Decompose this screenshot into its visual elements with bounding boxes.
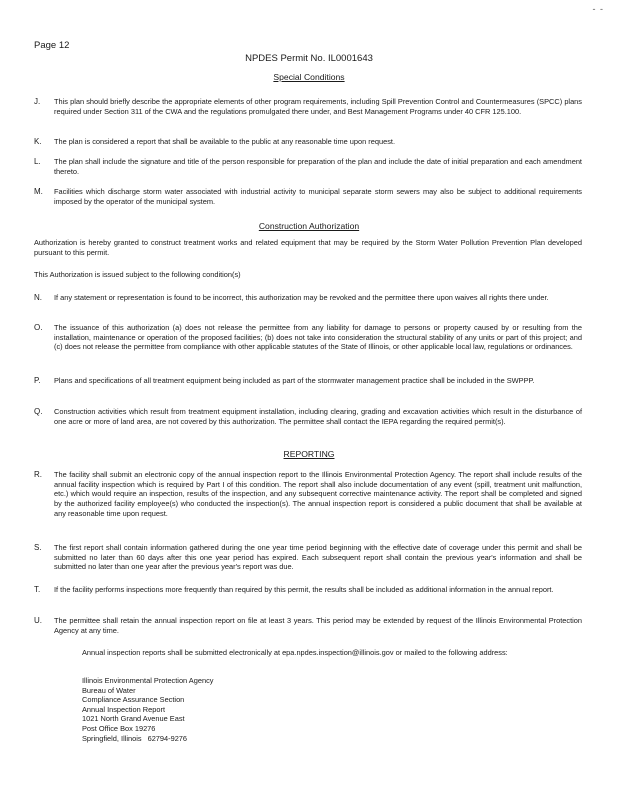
condition-k — [34, 137, 582, 147]
condition-text: The permittee shall retain the annual inspection report on file at least 3 years. This period may be extended by request of the Illinois Environmental Protection Agency at any time. — [54, 616, 582, 635]
address-line: Bureau of Water — [82, 685, 136, 695]
authorization-paragraph: Authorization is hereby granted to construct treatment works and related equipment that may be required by the Storm Water Pollution Prevention Plan developed pursuant to this permit. — [34, 238, 582, 257]
condition-l — [34, 157, 582, 176]
condition-text: The plan shall include the signature and title of the person responsible for preparation of the plan and include the date of initial preparation and each amendment thereto. — [54, 157, 582, 176]
address-line: Post Office Box 19276 — [82, 723, 156, 733]
condition-letter: S. — [34, 543, 42, 552]
condition-text: The first report shall contain information gathered during the one year time period beginning with the effective date of coverage under this permit and shall be submitted no later than 60 days after this one year period has expired. Each subsequent report shall contain the previous year's information and shall be submitted no later than one year after the previous year's report was due. — [54, 543, 582, 572]
condition-text: Facilities which discharge storm water associated with industrial activity to municipal separate storm sewers may also be subject to additional requirements imposed by the operator of the municipal system. — [54, 187, 582, 206]
condition-letter: Q. — [34, 407, 43, 416]
condition-letter: T. — [34, 585, 41, 594]
address-zip: 62794-9276 — [147, 733, 188, 743]
condition-letter: M. — [34, 187, 43, 196]
mailing-address — [82, 676, 213, 743]
condition-n — [34, 293, 582, 303]
condition-s — [34, 543, 582, 572]
condition-text: This plan should briefly describe the appropriate elements of other program requirements, including Spill Prevention Control and Countermeasures (SPCC) plans required under Section 311 of the CWA and the regulations promulgated there under, and Best Management Programs under 40 CFR 125.100. — [54, 97, 582, 116]
condition-letter: K. — [34, 137, 42, 146]
address-line: Compliance Assurance Section — [82, 695, 185, 705]
condition-text: If the facility performs inspections more frequently than required by this permit, the results shall be included as additional information in the annual report. — [54, 585, 554, 594]
condition-text: The issuance of this authorization (a) does not release the permittee from any liability for damage to persons or property caused by or resulting from the installation, maintenance or operation of the proposed facilities; (b) does not take into consideration the structural stability of any units or part of this project; and (c) does not release the permittee from compliance with other applicable statutes of the State of Illinois, or other applicable local law, regulations or ordinances. — [54, 323, 582, 352]
section-title-special-conditions: Special Conditions — [273, 72, 345, 82]
permit-number: NPDES Permit No. IL0001643 — [245, 53, 373, 64]
section-title-reporting: REPORTING — [283, 449, 335, 459]
condition-letter: U. — [34, 616, 42, 625]
condition-letter: L. — [34, 157, 41, 166]
condition-text: The plan is considered a report that shall be available to the public at any reasonable time upon request. — [54, 137, 396, 146]
condition-u — [34, 616, 582, 635]
condition-r — [34, 470, 582, 519]
address-line: 1021 North Grand Avenue East — [82, 714, 185, 724]
condition-j — [34, 97, 582, 116]
subject-to-paragraph: This Authorization is issued subject to the following condition(s) — [34, 270, 241, 279]
corner-mark: - - — [592, 4, 604, 14]
condition-q — [34, 407, 582, 426]
condition-t — [34, 585, 582, 595]
section-title-construction-authorization: Construction Authorization — [258, 221, 360, 231]
address-line: Illinois Environmental Protection Agency — [82, 676, 214, 685]
address-city: Springfield, Illinois — [82, 733, 142, 743]
condition-letter: P. — [34, 376, 41, 385]
condition-o — [34, 323, 582, 352]
condition-letter: O. — [34, 323, 43, 332]
condition-text: Plans and specifications of all treatment equipment being included as part of the stormwater management practice shall be included in the SWPPP. — [54, 376, 535, 385]
address-line — [82, 734, 213, 744]
condition-text: If any statement or representation is found to be incorrect, this authorization may be revoked and the permittee there upon waives all rights there under. — [54, 293, 549, 302]
annual-reports-paragraph: Annual inspection reports shall be submitted electronically at epa.npdes.inspection@illinois.gov or mailed to the following address: — [82, 648, 508, 657]
address-line: Annual Inspection Report — [82, 704, 165, 714]
page-number: Page 12 — [34, 40, 70, 51]
condition-letter: N. — [34, 293, 42, 302]
condition-m — [34, 187, 582, 206]
condition-p — [34, 376, 582, 386]
condition-text: The facility shall submit an electronic copy of the annual inspection report to the Illinois Environmental Protection Agency. The report shall include results of the annual facility inspection which is required by Part I of this condition. The report shall also include documentation of any event (spill, treatment unit malfunction, etc.) which would require an inspection, results of the inspection, and any subsequent corrective maintenance activity. The report shall be completed and signed by the authorized facility employee(s) who conducted the inspection(s). The annual inspection report is considered a public document that shall be available at any reasonable time upon request. — [54, 470, 582, 518]
condition-letter: R. — [34, 470, 42, 479]
condition-letter: J. — [34, 97, 41, 106]
condition-text: Construction activities which result from treatment equipment installation, including clearing, grading and excavation activities which result in the disturbance of one acre or more of land area, are not covered by this authorization. The permittee shall contact the IEPA regarding the required permit(s). — [54, 407, 582, 426]
